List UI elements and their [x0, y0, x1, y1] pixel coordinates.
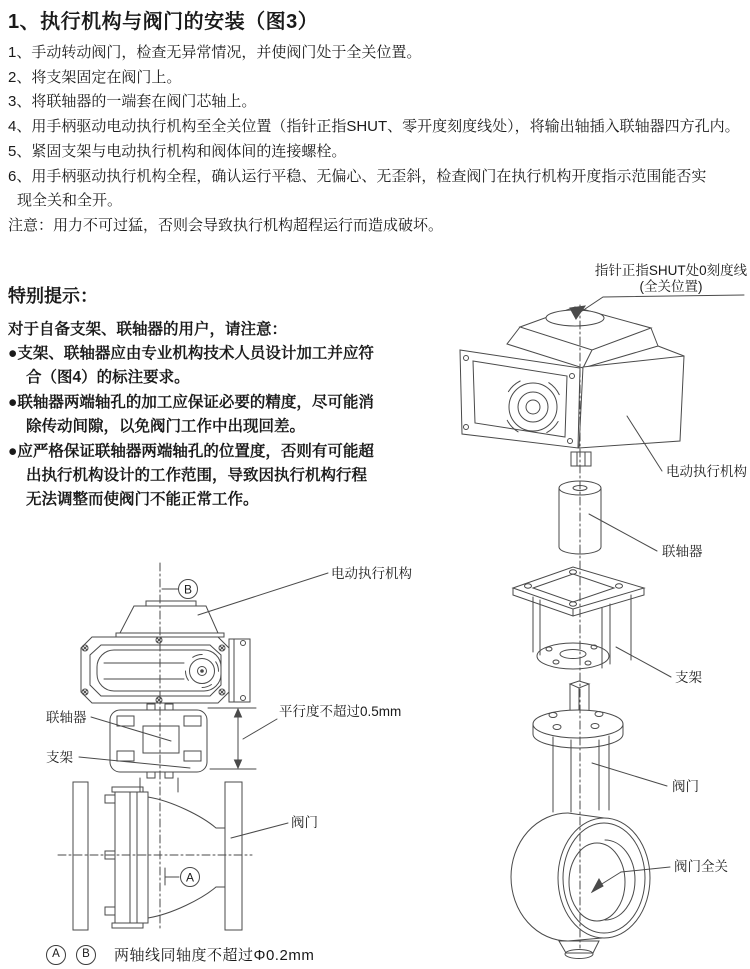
figure3-right-exploded-view — [460, 262, 748, 959]
datum-marker-a — [165, 868, 200, 887]
footnote-text: 两轴线同轴度不超过Φ0.2mm — [114, 947, 315, 964]
actuator-3d-drawing — [460, 307, 684, 466]
label-valve-closed: 阀门全关 — [674, 859, 728, 874]
footnote-marker-b: B — [76, 945, 96, 965]
page-title: 1、执行机构与阀门的安装（图3） — [8, 11, 319, 33]
label-actuator-right: 电动执行机构 — [666, 464, 747, 479]
step-2: 2、将支架固定在阀门上。 — [8, 68, 182, 86]
coaxiality-footnote — [46, 944, 314, 965]
label-bracket-left: 支架 — [46, 750, 73, 765]
bracket-drawing — [110, 704, 207, 778]
label-parallelism: 平行度不超过0.5mm — [279, 704, 402, 719]
label-actuator-left: 电动执行机构 — [331, 566, 412, 581]
special-notice-intro: 对于自备支架、联轴器的用户，请注意： — [8, 321, 288, 338]
label-pointer-line2: (全关位置) — [639, 279, 703, 294]
notice-bullet-1: ●支架、联轴器应由专业机构技术人员设计加工并应符合（图4）的标注要求。 — [8, 345, 374, 387]
pointer-callout — [570, 262, 748, 319]
step-5: 5、紧固支架与电动执行机构和阀体间的连接螺栓。 — [8, 142, 347, 160]
notice-bullet-2: ●联轴器两端轴孔的加工应保证必要的精度，尽可能消除传动间隙，以免阀门工作中出现回差。 — [8, 393, 374, 436]
figure3-left-assembled-view — [46, 563, 412, 930]
datum-marker-b — [162, 580, 198, 599]
label-coupling-left: 联轴器 — [46, 710, 87, 725]
label-coupling-right: 联轴器 — [662, 544, 703, 559]
svg-text:B: B — [183, 582, 193, 597]
valve-stem-drawing — [533, 681, 623, 812]
step-4: 4、用手柄驱动电动执行机构至全关位置（指针正指SHUT、零开度刻度线处），将输出轴插入联轴器四方孔内。 — [8, 118, 740, 136]
parallelism-dimension — [208, 708, 277, 769]
step-1: 1、手动转动阀门，检查无异常情况，并使阀门处于全关位置。 — [8, 44, 422, 61]
step-6: 6、用手柄驱动执行机构全程，确认运行平稳、无偏心、无歪斜，检查阀门在执行机构开度指示范围能否实现全关和全开。 — [8, 167, 707, 210]
label-pointer-line1: 指针正指SHUT处0刻度线 — [594, 263, 748, 278]
bracket-3d-drawing — [513, 567, 644, 669]
label-valve-left: 阀门 — [291, 815, 318, 830]
coupling-box — [143, 726, 179, 753]
footnote-marker-a: A — [46, 945, 66, 965]
note-line: 注意：用力不可过猛，否则会导致执行机构超程运行而造成破坏。 — [8, 216, 444, 234]
special-notice-heading: 特别提示： — [8, 286, 98, 306]
actuator-cap-drawing — [116, 601, 224, 637]
output-shaft — [571, 452, 591, 466]
svg-text:A: A — [185, 870, 195, 885]
actuator-body-drawing — [81, 637, 250, 703]
dial-indicator — [179, 648, 225, 694]
right-labels — [589, 416, 747, 874]
label-bracket-right: 支架 — [675, 670, 702, 685]
notice-bullet-3: ●应严格保证联轴器两端轴孔的位置度，否则有可能超出执行机构设计的工作范围，导致因执行机构行程无法调整而使阀门不能正常工作。 — [8, 442, 374, 509]
valve-drawing — [58, 778, 252, 930]
label-valve-right: 阀门 — [672, 779, 699, 794]
step-3: 3、将联轴器的一端套在阀门芯轴上。 — [8, 93, 257, 111]
